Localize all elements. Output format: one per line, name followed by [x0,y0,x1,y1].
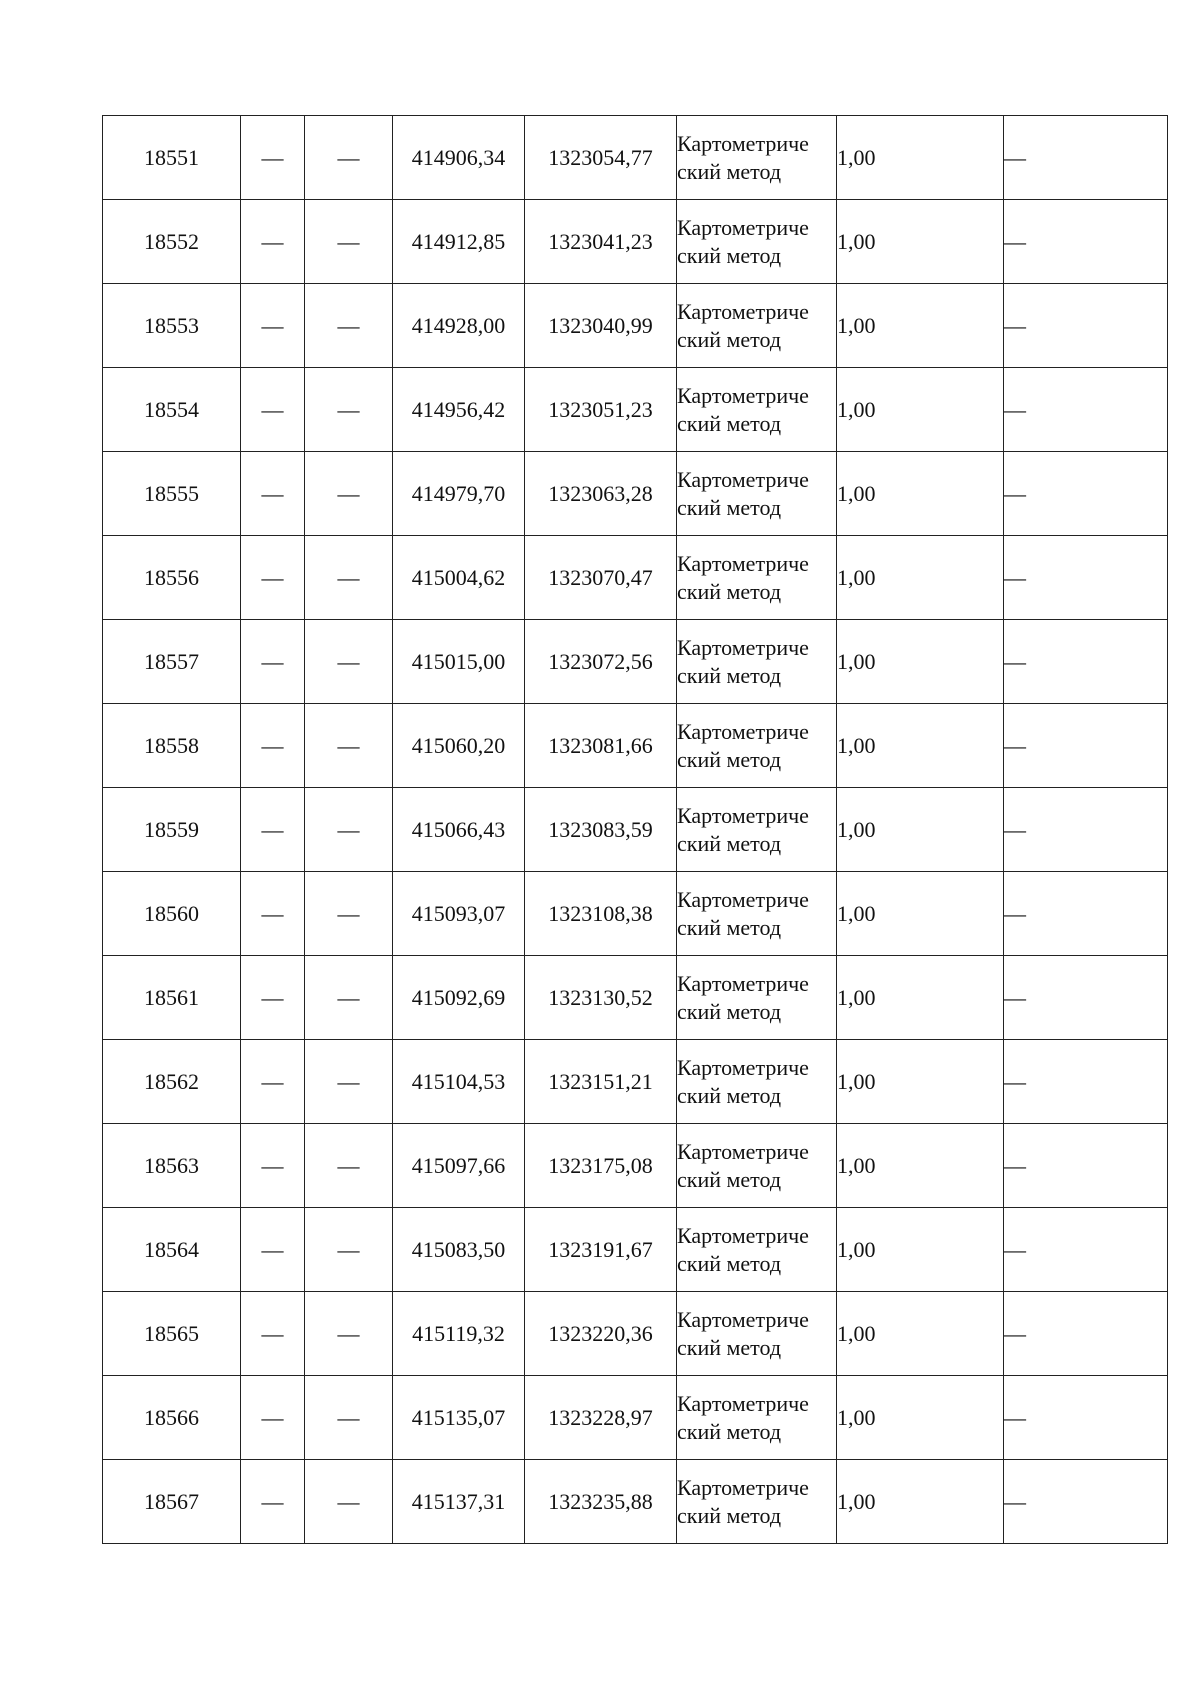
empty-value-cell: — [241,536,305,620]
empty-value-cell: — [305,1376,393,1460]
empty-value-cell: — [305,1292,393,1376]
empty-value-cell: — [241,788,305,872]
empty-value-cell: — [241,620,305,704]
point-number-cell: 18560 [103,872,241,956]
empty-value-cell: — [241,1040,305,1124]
x-coordinate-cell: 415060,20 [393,704,525,788]
empty-value-cell: — [305,788,393,872]
method-cell [677,620,837,704]
accuracy-cell: 1,00 [837,1124,1004,1208]
method-cell [677,1376,837,1460]
empty-value-cell: — [1004,1292,1168,1376]
empty-value-cell: — [1004,284,1168,368]
empty-value-cell: — [305,1208,393,1292]
empty-value-cell: — [241,1292,305,1376]
x-coordinate-cell: 415135,07 [393,1376,525,1460]
point-number-cell: 18562 [103,1040,241,1124]
y-coordinate-cell: 1323070,47 [525,536,677,620]
method-text: Картометрический метод [677,298,809,352]
empty-value-cell: — [241,1376,305,1460]
y-coordinate-cell: 1323108,38 [525,872,677,956]
y-coordinate-cell: 1323072,56 [525,620,677,704]
table-row [103,1208,1168,1292]
table-row [103,452,1168,536]
empty-value-cell: — [305,368,393,452]
point-number-cell: 18564 [103,1208,241,1292]
method-text: Картометрический метод [677,718,809,772]
empty-value-cell: — [241,956,305,1040]
point-number-cell: 18552 [103,200,241,284]
x-coordinate-cell: 415092,69 [393,956,525,1040]
table-row [103,536,1168,620]
point-number-cell: 18563 [103,1124,241,1208]
empty-value-cell: — [305,1124,393,1208]
empty-value-cell: — [1004,200,1168,284]
empty-value-cell: — [241,284,305,368]
accuracy-cell: 1,00 [837,1376,1004,1460]
method-text: Картометрический метод [677,1054,809,1108]
accuracy-cell: 1,00 [837,116,1004,200]
y-coordinate-cell: 1323083,59 [525,788,677,872]
method-text: Картометрический метод [677,550,809,604]
x-coordinate-cell: 415137,31 [393,1460,525,1544]
empty-value-cell: — [1004,1040,1168,1124]
accuracy-cell: 1,00 [837,788,1004,872]
accuracy-cell: 1,00 [837,1460,1004,1544]
method-text: Картометрический метод [677,1306,809,1360]
table-row [103,1040,1168,1124]
table-row [103,200,1168,284]
y-coordinate-cell: 1323041,23 [525,200,677,284]
y-coordinate-cell: 1323220,36 [525,1292,677,1376]
empty-value-cell: — [305,956,393,1040]
empty-value-cell: — [305,284,393,368]
point-number-cell: 18553 [103,284,241,368]
point-number-cell: 18555 [103,452,241,536]
point-number-cell: 18557 [103,620,241,704]
method-text: Картометрический метод [677,802,809,856]
accuracy-cell: 1,00 [837,1208,1004,1292]
table-row [103,1460,1168,1544]
x-coordinate-cell: 415004,62 [393,536,525,620]
x-coordinate-cell: 415015,00 [393,620,525,704]
empty-value-cell: — [1004,1208,1168,1292]
accuracy-cell: 1,00 [837,536,1004,620]
table-row [103,116,1168,200]
point-number-cell: 18559 [103,788,241,872]
empty-value-cell: — [241,1460,305,1544]
method-text: Картометрический метод [677,1390,809,1444]
empty-value-cell: — [305,872,393,956]
point-number-cell: 18554 [103,368,241,452]
x-coordinate-cell: 414928,00 [393,284,525,368]
x-coordinate-cell: 415119,32 [393,1292,525,1376]
table-row [103,1124,1168,1208]
method-text: Картометрический метод [677,382,809,436]
table-row [103,872,1168,956]
method-cell [677,788,837,872]
point-number-cell: 18561 [103,956,241,1040]
empty-value-cell: — [1004,452,1168,536]
empty-value-cell: — [241,1124,305,1208]
method-cell [677,1208,837,1292]
empty-value-cell: — [1004,1124,1168,1208]
table-row [103,284,1168,368]
x-coordinate-cell: 415083,50 [393,1208,525,1292]
point-number-cell: 18556 [103,536,241,620]
accuracy-cell: 1,00 [837,704,1004,788]
method-cell [677,284,837,368]
method-text: Картометрический метод [677,1138,809,1192]
method-cell [677,1292,837,1376]
y-coordinate-cell: 1323175,08 [525,1124,677,1208]
point-number-cell: 18558 [103,704,241,788]
method-text: Картометрический метод [677,634,809,688]
x-coordinate-cell: 414979,70 [393,452,525,536]
empty-value-cell: — [305,1460,393,1544]
method-cell [677,368,837,452]
empty-value-cell: — [1004,620,1168,704]
x-coordinate-cell: 415097,66 [393,1124,525,1208]
y-coordinate-cell: 1323235,88 [525,1460,677,1544]
method-text: Картометрический метод [677,130,809,184]
y-coordinate-cell: 1323040,99 [525,284,677,368]
table-row [103,956,1168,1040]
empty-value-cell: — [305,620,393,704]
accuracy-cell: 1,00 [837,1292,1004,1376]
method-cell [677,704,837,788]
x-coordinate-cell: 415066,43 [393,788,525,872]
table-row [103,788,1168,872]
method-text: Картометрический метод [677,466,809,520]
table-row [103,1292,1168,1376]
method-cell [677,452,837,536]
method-text: Картометрический метод [677,970,809,1024]
empty-value-cell: — [1004,368,1168,452]
empty-value-cell: — [305,1040,393,1124]
empty-value-cell: — [1004,788,1168,872]
method-text: Картометрический метод [677,1474,809,1528]
method-cell [677,116,837,200]
point-number-cell: 18567 [103,1460,241,1544]
empty-value-cell: — [241,368,305,452]
empty-value-cell: — [241,452,305,536]
accuracy-cell: 1,00 [837,284,1004,368]
method-text: Картометрический метод [677,886,809,940]
accuracy-cell: 1,00 [837,452,1004,536]
accuracy-cell: 1,00 [837,620,1004,704]
y-coordinate-cell: 1323191,67 [525,1208,677,1292]
table-row [103,620,1168,704]
x-coordinate-cell: 415093,07 [393,872,525,956]
x-coordinate-cell: 414956,42 [393,368,525,452]
method-cell [677,872,837,956]
empty-value-cell: — [1004,116,1168,200]
point-number-cell: 18566 [103,1376,241,1460]
table-row [103,704,1168,788]
method-text: Картометрический метод [677,1222,809,1276]
x-coordinate-cell: 415104,53 [393,1040,525,1124]
empty-value-cell: — [241,1208,305,1292]
empty-value-cell: — [1004,704,1168,788]
accuracy-cell: 1,00 [837,1040,1004,1124]
y-coordinate-cell: 1323130,52 [525,956,677,1040]
point-number-cell: 18565 [103,1292,241,1376]
method-cell [677,956,837,1040]
point-number-cell: 18551 [103,116,241,200]
method-cell [677,200,837,284]
empty-value-cell: — [305,452,393,536]
empty-value-cell: — [1004,1460,1168,1544]
y-coordinate-cell: 1323054,77 [525,116,677,200]
x-coordinate-cell: 414912,85 [393,200,525,284]
coordinates-table [102,115,1168,1544]
table-row [103,368,1168,452]
accuracy-cell: 1,00 [837,956,1004,1040]
empty-value-cell: — [305,200,393,284]
empty-value-cell: — [305,116,393,200]
table-row [103,1376,1168,1460]
y-coordinate-cell: 1323081,66 [525,704,677,788]
accuracy-cell: 1,00 [837,368,1004,452]
empty-value-cell: — [1004,536,1168,620]
accuracy-cell: 1,00 [837,200,1004,284]
method-cell [677,536,837,620]
table-body [103,116,1168,1544]
empty-value-cell: — [305,704,393,788]
y-coordinate-cell: 1323051,23 [525,368,677,452]
empty-value-cell: — [1004,872,1168,956]
y-coordinate-cell: 1323063,28 [525,452,677,536]
empty-value-cell: — [241,704,305,788]
x-coordinate-cell: 414906,34 [393,116,525,200]
empty-value-cell: — [305,536,393,620]
method-cell [677,1124,837,1208]
empty-value-cell: — [1004,956,1168,1040]
accuracy-cell: 1,00 [837,872,1004,956]
empty-value-cell: — [1004,1376,1168,1460]
empty-value-cell: — [241,116,305,200]
method-cell [677,1040,837,1124]
method-text: Картометрический метод [677,214,809,268]
y-coordinate-cell: 1323151,21 [525,1040,677,1124]
y-coordinate-cell: 1323228,97 [525,1376,677,1460]
empty-value-cell: — [241,200,305,284]
method-cell [677,1460,837,1544]
empty-value-cell: — [241,872,305,956]
